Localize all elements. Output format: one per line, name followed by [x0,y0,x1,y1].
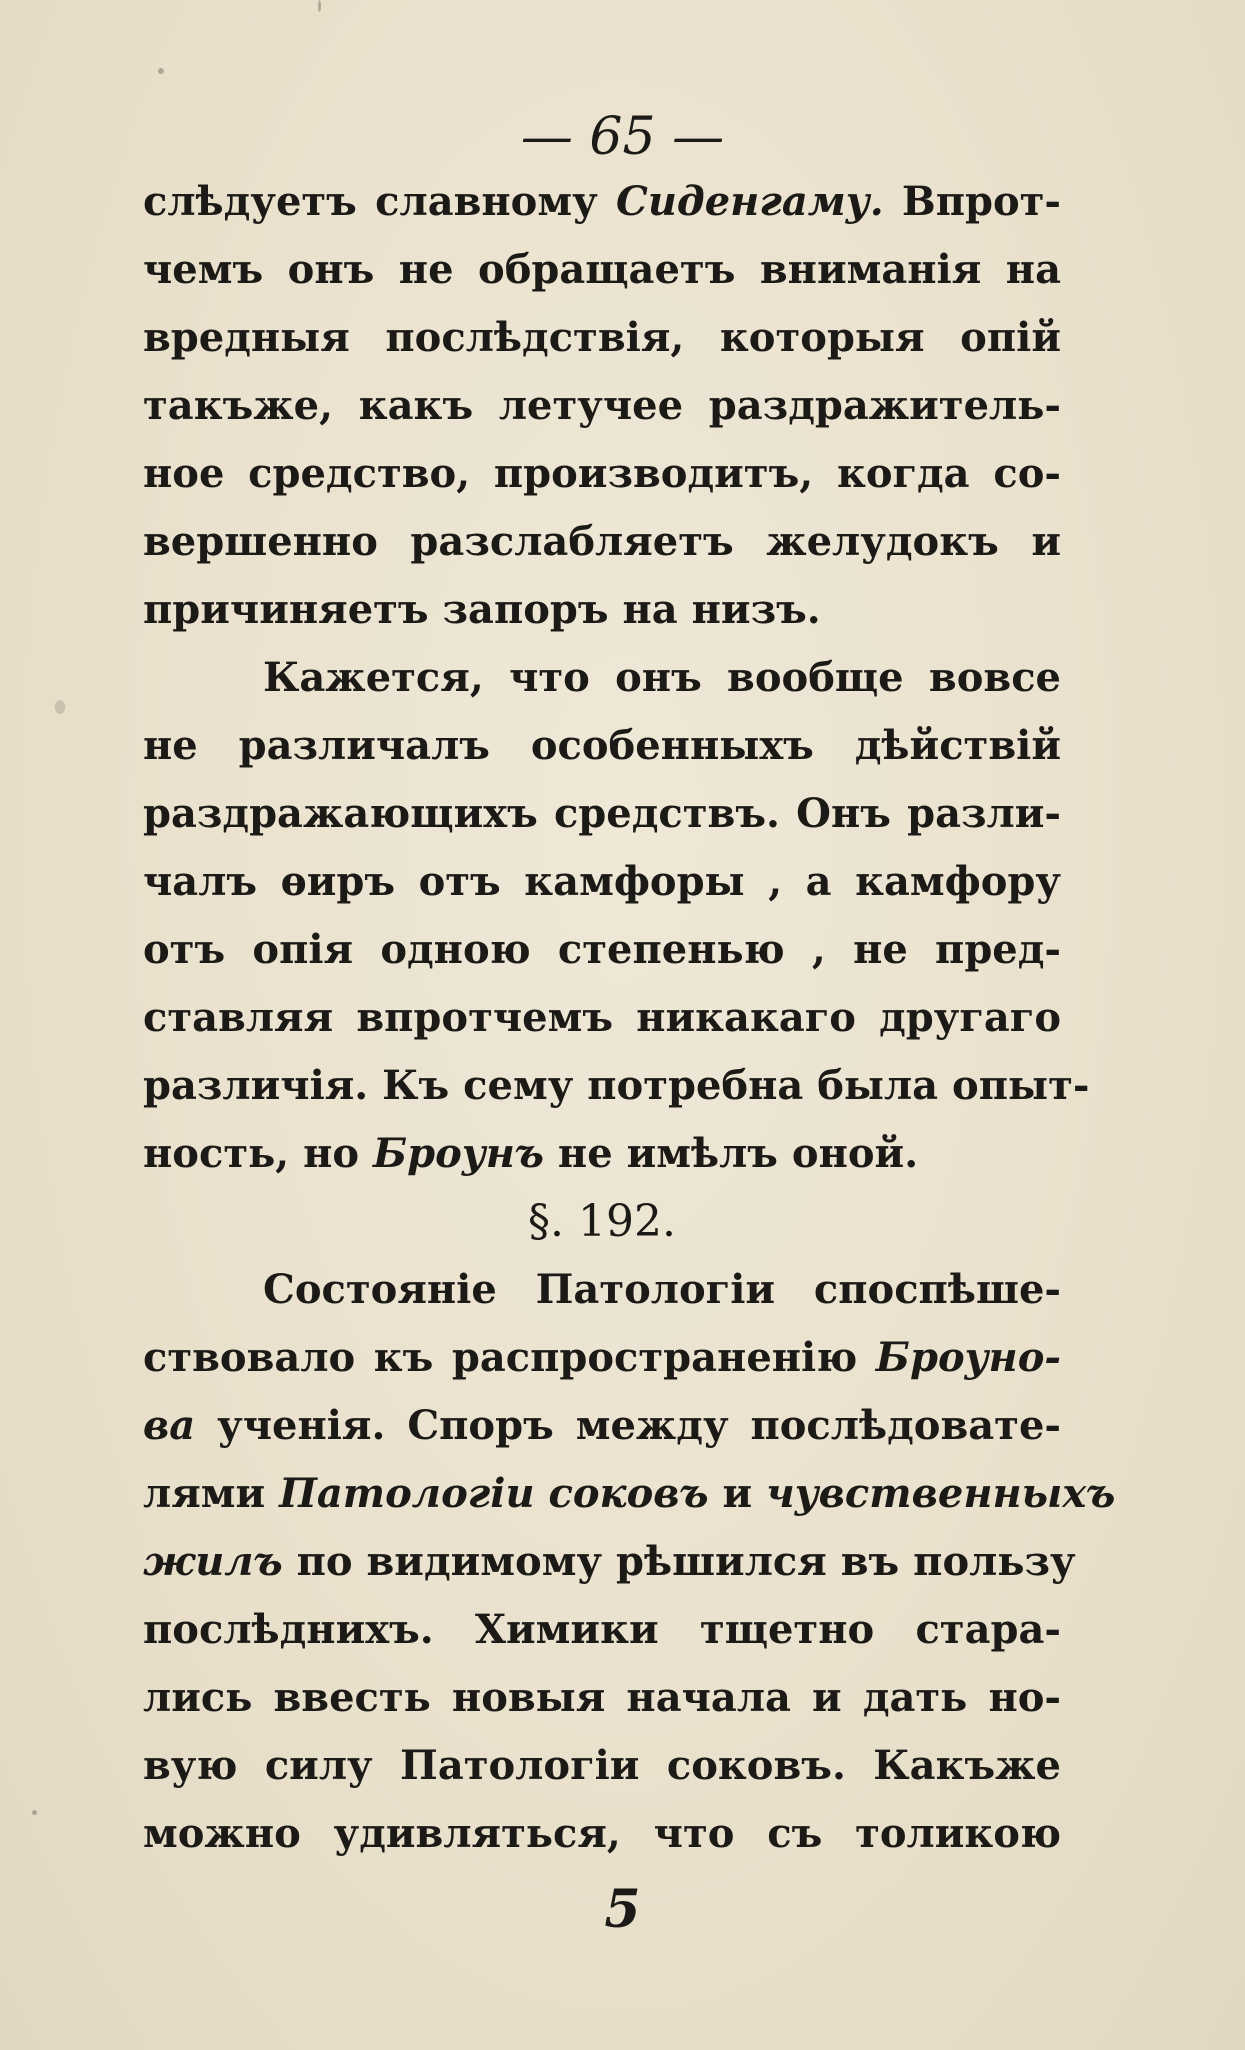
text-run: послѣднихъ. Химики тщетно стара- [143,1606,1061,1653]
italic-text: Броунъ [372,1130,544,1177]
italic-text: Патологіи соковъ [279,1470,709,1517]
text-run: ное средство, производитъ, когда со- [143,450,1061,497]
italic-text: ва [143,1402,196,1449]
text-line [143,1732,1061,1800]
text-run: не различалъ особенныхъ дѣйствій [143,722,1061,769]
text-run: лись ввесть новыя начала и дать но- [143,1674,1061,1721]
text-run: вую силу Патологіи соковъ. Какъже [143,1742,1061,1789]
text-run: вредныя послѣдствія, которыя опій [143,314,1061,361]
section-heading [143,1188,1061,1256]
italic-text: Сиденгаму. [615,178,884,225]
text-run: слѣдуетъ славному [143,178,616,225]
paper-speck [32,1810,37,1815]
italic-text: чувственныхъ [766,1470,1116,1517]
text-run: ствовало къ распространенію [143,1334,876,1381]
text-run: и [708,1470,767,1517]
text-line [143,440,1061,508]
text-line [143,1596,1061,1664]
text-run: Кажется, что онъ вообще вовсе [263,654,1061,701]
italic-text: Броуно- [875,1334,1061,1381]
text-run: отъ опія одною степенью , не пред- [143,926,1061,973]
text-line [143,1120,1061,1188]
text-line [143,1528,1076,1596]
text-run: чемъ онъ не обращаетъ вниманія на [143,246,1061,293]
body-text [143,168,1116,1868]
text-line [143,1052,1090,1120]
text-line [143,1324,1061,1392]
text-line [143,848,1061,916]
text-run: Состояніе Патологіи споспѣше- [263,1266,1061,1313]
text-run: различія. Къ сему потребна была опыт- [143,1062,1090,1109]
text-run: не имѣлъ оной. [543,1130,919,1177]
paper-speck [318,0,321,12]
paper-speck [158,68,164,74]
text-run: ставляя впротчемъ никакаго другаго [143,994,1061,1041]
text-run: вершенно разслабляетъ желудокъ и [143,518,1061,565]
paper-speck [55,700,65,714]
page-number: — 65 — [520,107,725,167]
text-run: Впрот- [883,178,1062,225]
text-line [143,1664,1061,1732]
text-run: причиняетъ запоръ на низъ. [143,586,821,633]
text-run: §. 192. [528,1196,676,1247]
signature-mark: 5 [604,1879,641,1940]
text-line [143,1392,1061,1460]
text-run: ученія. Споръ между послѣдовате- [195,1402,1061,1449]
text-line [143,916,1061,984]
text-line [143,168,1061,236]
text-run: по видимому рѣшился въ пользу [282,1538,1076,1585]
text-line [143,644,1061,712]
text-line [143,304,1061,372]
text-run: чалъ ѳиръ отъ камфоры , а камфору [143,858,1061,905]
text-run: ность, но [143,1130,373,1177]
text-line [143,1256,1061,1324]
text-line [143,372,1061,440]
text-run: лями [143,1470,280,1517]
text-run: такъже, какъ летучее раздражитель- [143,382,1061,429]
text-line [143,780,1061,848]
text-line [143,508,1061,576]
italic-text: жилъ [143,1538,283,1585]
text-run: раздражающихъ средствъ. Онъ разли- [143,790,1061,837]
text-line [143,712,1061,780]
text-line [143,576,1061,644]
text-run: можно удивляться, что съ толикою [143,1810,1061,1857]
text-line [143,1460,1116,1528]
text-line [143,1800,1061,1868]
text-line [143,984,1061,1052]
text-line [143,236,1061,304]
